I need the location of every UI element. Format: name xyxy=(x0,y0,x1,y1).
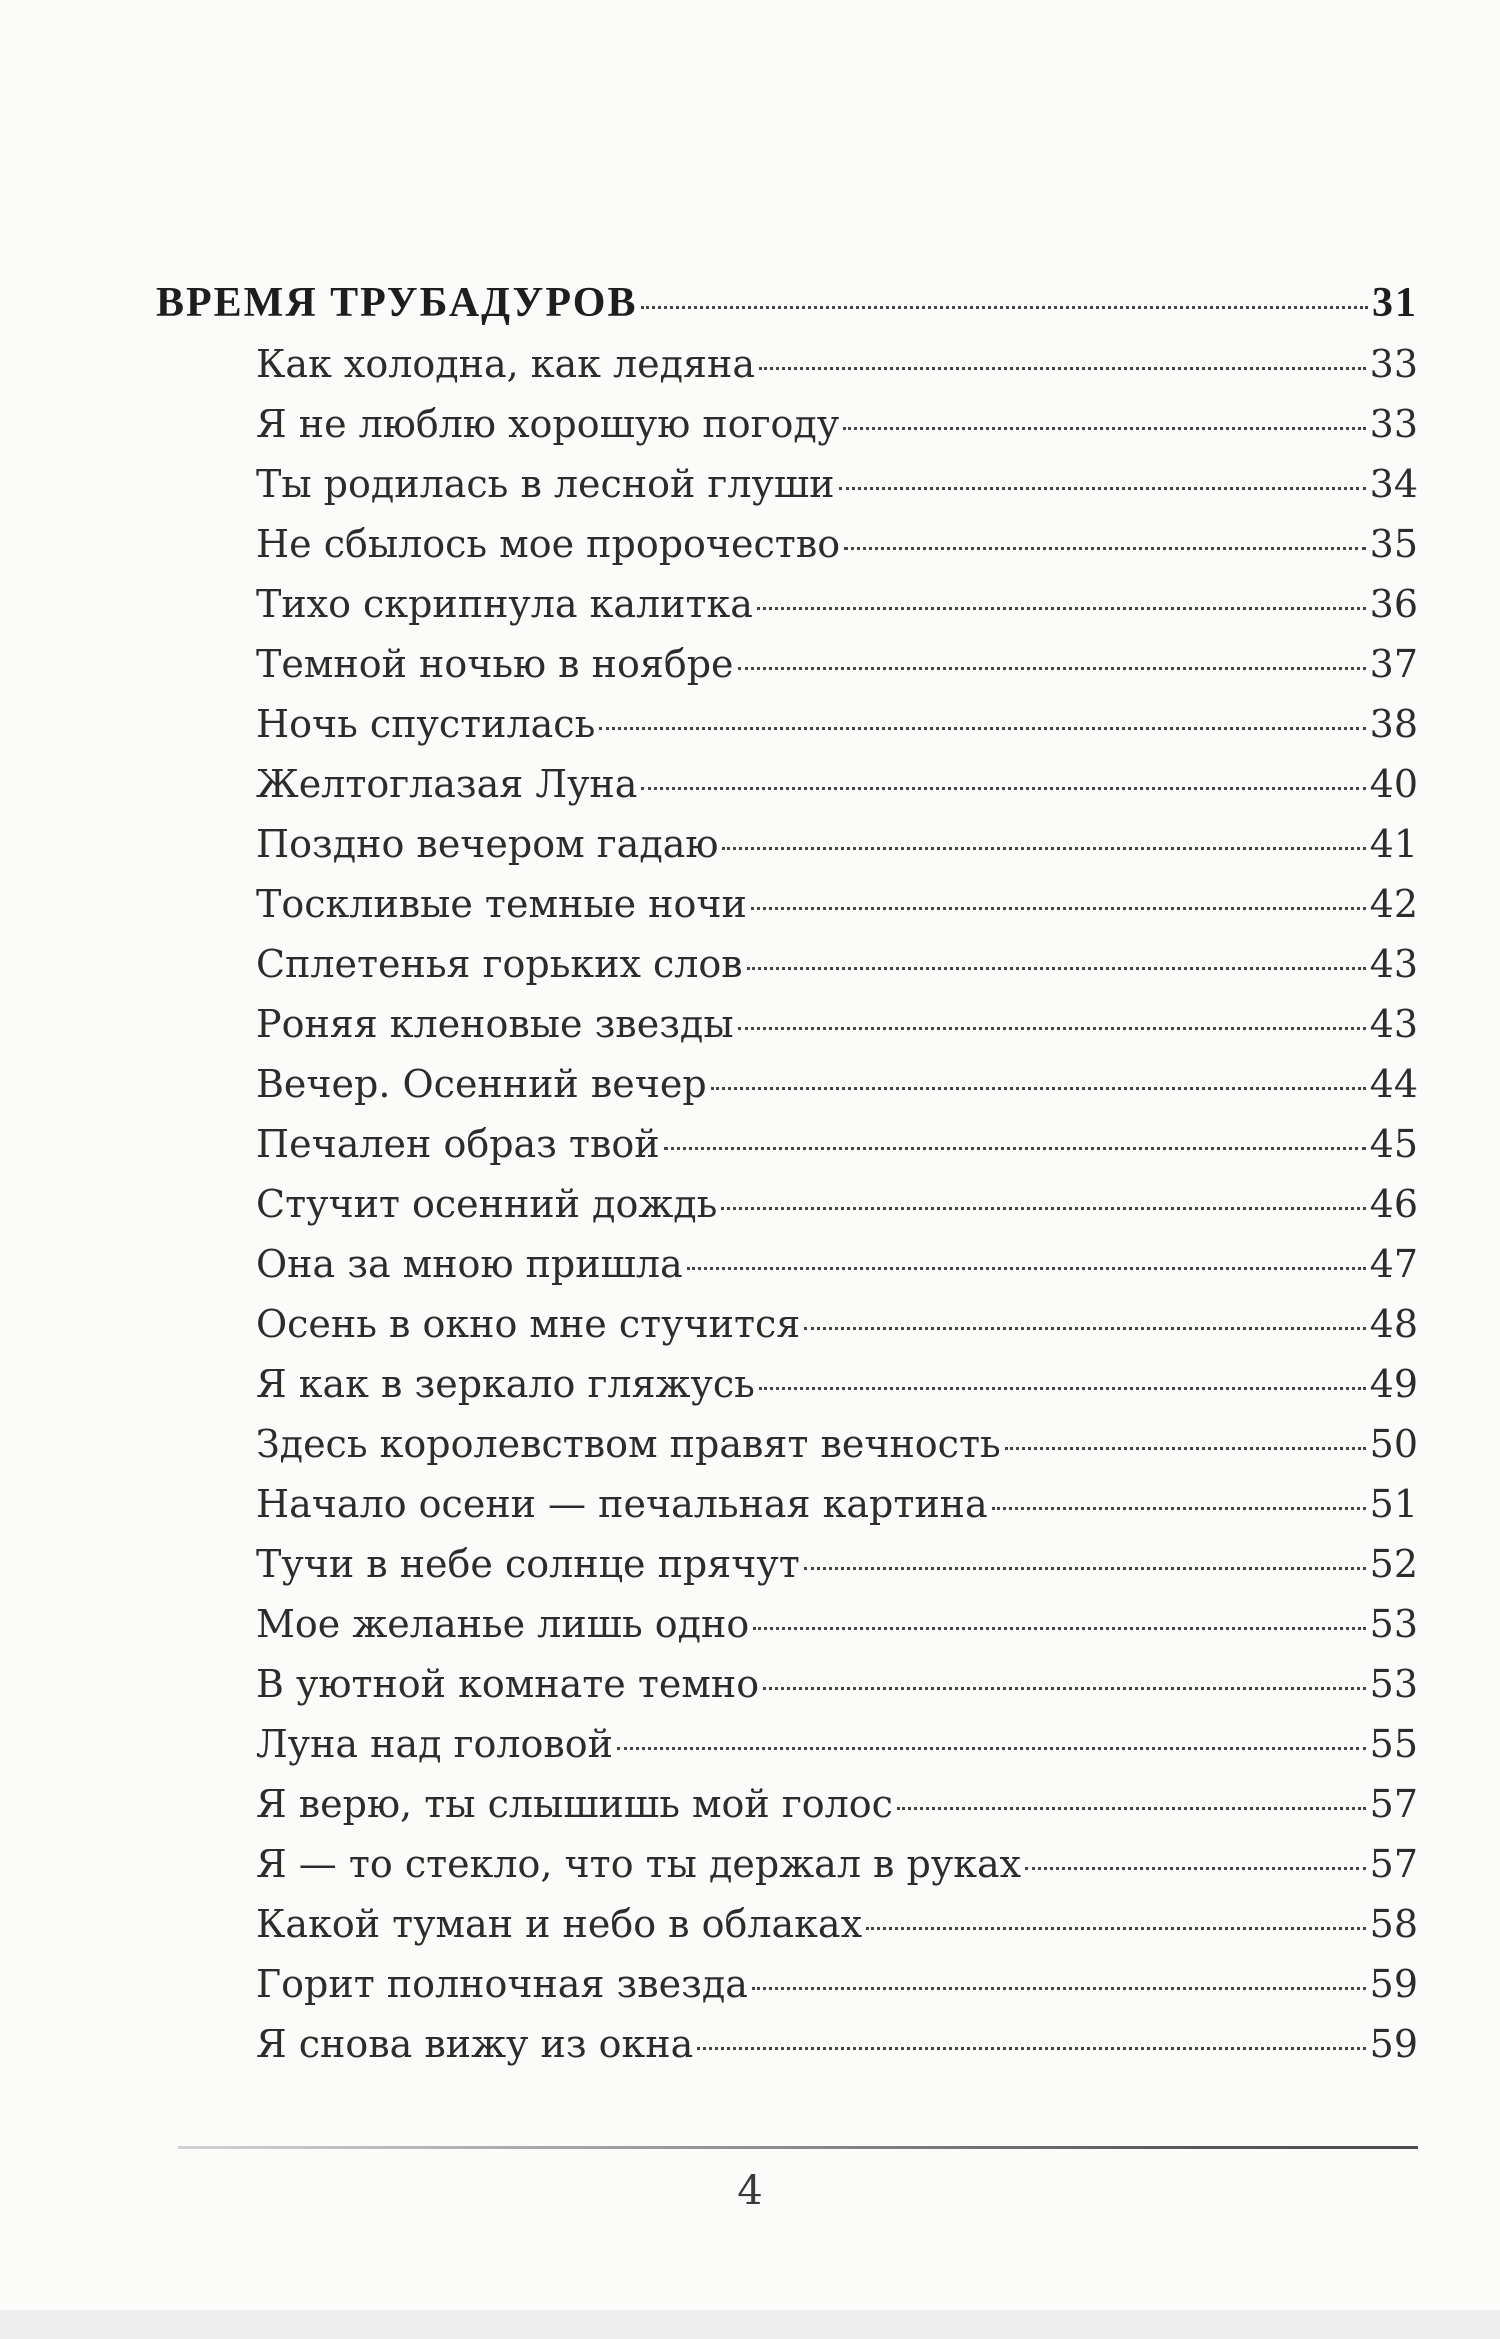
toc-entry-page: 57 xyxy=(1369,1782,1418,1826)
toc-entry xyxy=(156,1294,1418,1354)
toc-entry xyxy=(156,574,1418,634)
toc-entry-page: 50 xyxy=(1369,1422,1418,1466)
toc-entry-title: Как холодна, как ледяна xyxy=(256,342,755,386)
toc-entry-page: 55 xyxy=(1369,1722,1418,1766)
toc-entry xyxy=(156,514,1418,574)
toc-entry xyxy=(156,1054,1418,1114)
toc-entry-page: 43 xyxy=(1369,1002,1418,1046)
toc-entry-page: 52 xyxy=(1369,1542,1418,1586)
toc-entry xyxy=(156,1114,1418,1174)
toc-entry-title: Я снова вижу из окна xyxy=(256,2022,694,2066)
toc-entry xyxy=(156,1714,1418,1774)
toc-entry xyxy=(156,754,1418,814)
dot-leader xyxy=(753,1627,1365,1630)
toc-entry-title: В уютной комнате темно xyxy=(256,1662,760,1706)
toc-entry-title: Поздно вечером гадаю xyxy=(256,822,719,866)
dot-leader xyxy=(711,1087,1366,1090)
toc-entry xyxy=(156,1534,1418,1594)
toc-entry-page: 34 xyxy=(1369,462,1418,506)
toc-entry xyxy=(156,1894,1418,1954)
toc-entry xyxy=(156,934,1418,994)
toc-entry-title: Тихо скрипнула калитка xyxy=(256,582,753,626)
toc-entry xyxy=(156,1174,1418,1234)
toc-entry xyxy=(156,1594,1418,1654)
toc-entry xyxy=(156,1954,1418,2014)
dot-leader xyxy=(1005,1447,1366,1450)
dot-leader xyxy=(599,727,1365,730)
toc-entry-title: Сплетенья горьких слов xyxy=(256,942,743,986)
dot-leader xyxy=(844,547,1366,550)
toc-entry-page: 58 xyxy=(1369,1902,1418,1946)
toc-entry-title: Темной ночью в ноябре xyxy=(256,642,734,686)
dot-leader xyxy=(751,907,1366,910)
toc-entry-page: 59 xyxy=(1369,1962,1418,2006)
scan-edge xyxy=(0,2310,1500,2339)
dot-leader xyxy=(752,1987,1366,1990)
toc-entry xyxy=(156,454,1418,514)
toc-entry xyxy=(156,814,1418,874)
toc-entry-title: Печален образ твой xyxy=(256,1122,660,1166)
toc-entry-page: 40 xyxy=(1369,762,1418,806)
toc-entry-title: Луна над головой xyxy=(256,1722,613,1766)
toc-entry-page: 47 xyxy=(1369,1242,1418,1286)
dot-leader xyxy=(759,367,1366,370)
footer-divider xyxy=(178,2146,1418,2149)
toc-entry-page: 33 xyxy=(1369,402,1418,446)
toc-entry-page: 35 xyxy=(1369,522,1418,566)
toc-section-heading xyxy=(156,272,1418,334)
toc-entry-page: 45 xyxy=(1369,1122,1418,1166)
toc-entry-title: Вечер. Осенний вечер xyxy=(256,1062,707,1106)
toc-section-title: ВРЕМЯ ТРУБАДУРОВ xyxy=(156,280,638,326)
toc-entry-page: 49 xyxy=(1369,1362,1418,1406)
toc-entry-page: 33 xyxy=(1369,342,1418,386)
toc-entry-title: Осень в окно мне стучится xyxy=(256,1302,801,1346)
toc-entry xyxy=(156,1414,1418,1474)
dot-leader xyxy=(757,607,1366,610)
dot-leader xyxy=(721,1207,1365,1210)
dot-leader xyxy=(617,1747,1366,1750)
dot-leader xyxy=(992,1507,1366,1510)
toc-entry-title: Здесь королевством правят вечность xyxy=(256,1422,1001,1466)
toc-entry-title: Я — то стекло, что ты держал в руках xyxy=(256,1842,1022,1886)
dot-leader xyxy=(641,306,1368,309)
toc-entry-title: Ты родилась в лесной глуши xyxy=(256,462,835,506)
toc-entry-title: Тоскливые темные ночи xyxy=(256,882,747,926)
toc-entry xyxy=(156,1774,1418,1834)
toc-entry xyxy=(156,334,1418,394)
toc-entry-title: Желтоглазая Луна xyxy=(256,762,638,806)
toc-section-page: 31 xyxy=(1372,280,1418,326)
toc-entry xyxy=(156,1834,1418,1894)
dot-leader xyxy=(664,1147,1366,1150)
toc-entry-title: Я как в зеркало гляжусь xyxy=(256,1362,755,1406)
toc-entry-title: Она за мною пришла xyxy=(256,1242,683,1286)
dot-leader xyxy=(687,1267,1366,1270)
toc-entry xyxy=(156,694,1418,754)
toc-entry-title: Тучи в небе солнце прячут xyxy=(256,1542,800,1586)
toc-entry-title: Какой туман и небо в облаках xyxy=(256,1902,863,1946)
toc-entry xyxy=(156,1654,1418,1714)
toc-entry-title: Стучит осенний дождь xyxy=(256,1182,718,1226)
toc-entry-page: 43 xyxy=(1369,942,1418,986)
dot-leader xyxy=(1025,1867,1366,1870)
toc-entry-page: 57 xyxy=(1369,1842,1418,1886)
page-number: 4 xyxy=(737,2168,763,2214)
toc-entry xyxy=(156,1354,1418,1414)
toc-entry-page: 38 xyxy=(1369,702,1418,746)
toc-entry xyxy=(156,874,1418,934)
toc-entry-page: 53 xyxy=(1369,1662,1418,1706)
table-of-contents xyxy=(156,272,1418,2074)
toc-entry-page: 46 xyxy=(1369,1182,1418,1226)
dot-leader xyxy=(738,1027,1366,1030)
toc-entry-page: 37 xyxy=(1369,642,1418,686)
toc-entry xyxy=(156,1234,1418,1294)
toc-entry-title: Я верю, ты слышишь мой голос xyxy=(256,1782,893,1826)
toc-entry-title: Я не люблю хорошую погоду xyxy=(256,402,840,446)
toc-entry-page: 59 xyxy=(1369,2022,1418,2066)
toc-entry-title: Мое желанье лишь одно xyxy=(256,1602,750,1646)
dot-leader xyxy=(747,967,1366,970)
toc-entry xyxy=(156,634,1418,694)
dot-leader xyxy=(866,1927,1366,1930)
dot-leader xyxy=(738,667,1366,670)
toc-entry-page: 51 xyxy=(1369,1482,1418,1526)
dot-leader xyxy=(843,427,1365,430)
dot-leader xyxy=(839,487,1366,490)
dot-leader xyxy=(897,1807,1366,1810)
dot-leader xyxy=(641,787,1365,790)
toc-entry-page: 53 xyxy=(1369,1602,1418,1646)
toc-entry-page: 36 xyxy=(1369,582,1418,626)
toc-entry-page: 41 xyxy=(1369,822,1418,866)
toc-entry-title: Горит полночная звезда xyxy=(256,1962,748,2006)
toc-entry xyxy=(156,394,1418,454)
dot-leader xyxy=(763,1687,1366,1690)
dot-leader xyxy=(804,1567,1366,1570)
toc-entry-title: Начало осени — печальная картина xyxy=(256,1482,988,1526)
toc-entry xyxy=(156,994,1418,1054)
toc-entry-page: 42 xyxy=(1369,882,1418,926)
dot-leader xyxy=(759,1387,1366,1390)
toc-entry-page: 48 xyxy=(1369,1302,1418,1346)
toc-item-list xyxy=(156,334,1418,2074)
toc-entry-title: Ночь спустилась xyxy=(256,702,596,746)
toc-entry xyxy=(156,2014,1418,2074)
toc-entry xyxy=(156,1474,1418,1534)
toc-entry-page: 44 xyxy=(1369,1062,1418,1106)
toc-entry-title: Роняя кленовые звезды xyxy=(256,1002,734,1046)
dot-leader xyxy=(722,847,1365,850)
dot-leader xyxy=(804,1327,1365,1330)
dot-leader xyxy=(697,2047,1365,2050)
toc-entry-title: Не сбылось мое пророчество xyxy=(256,522,841,566)
